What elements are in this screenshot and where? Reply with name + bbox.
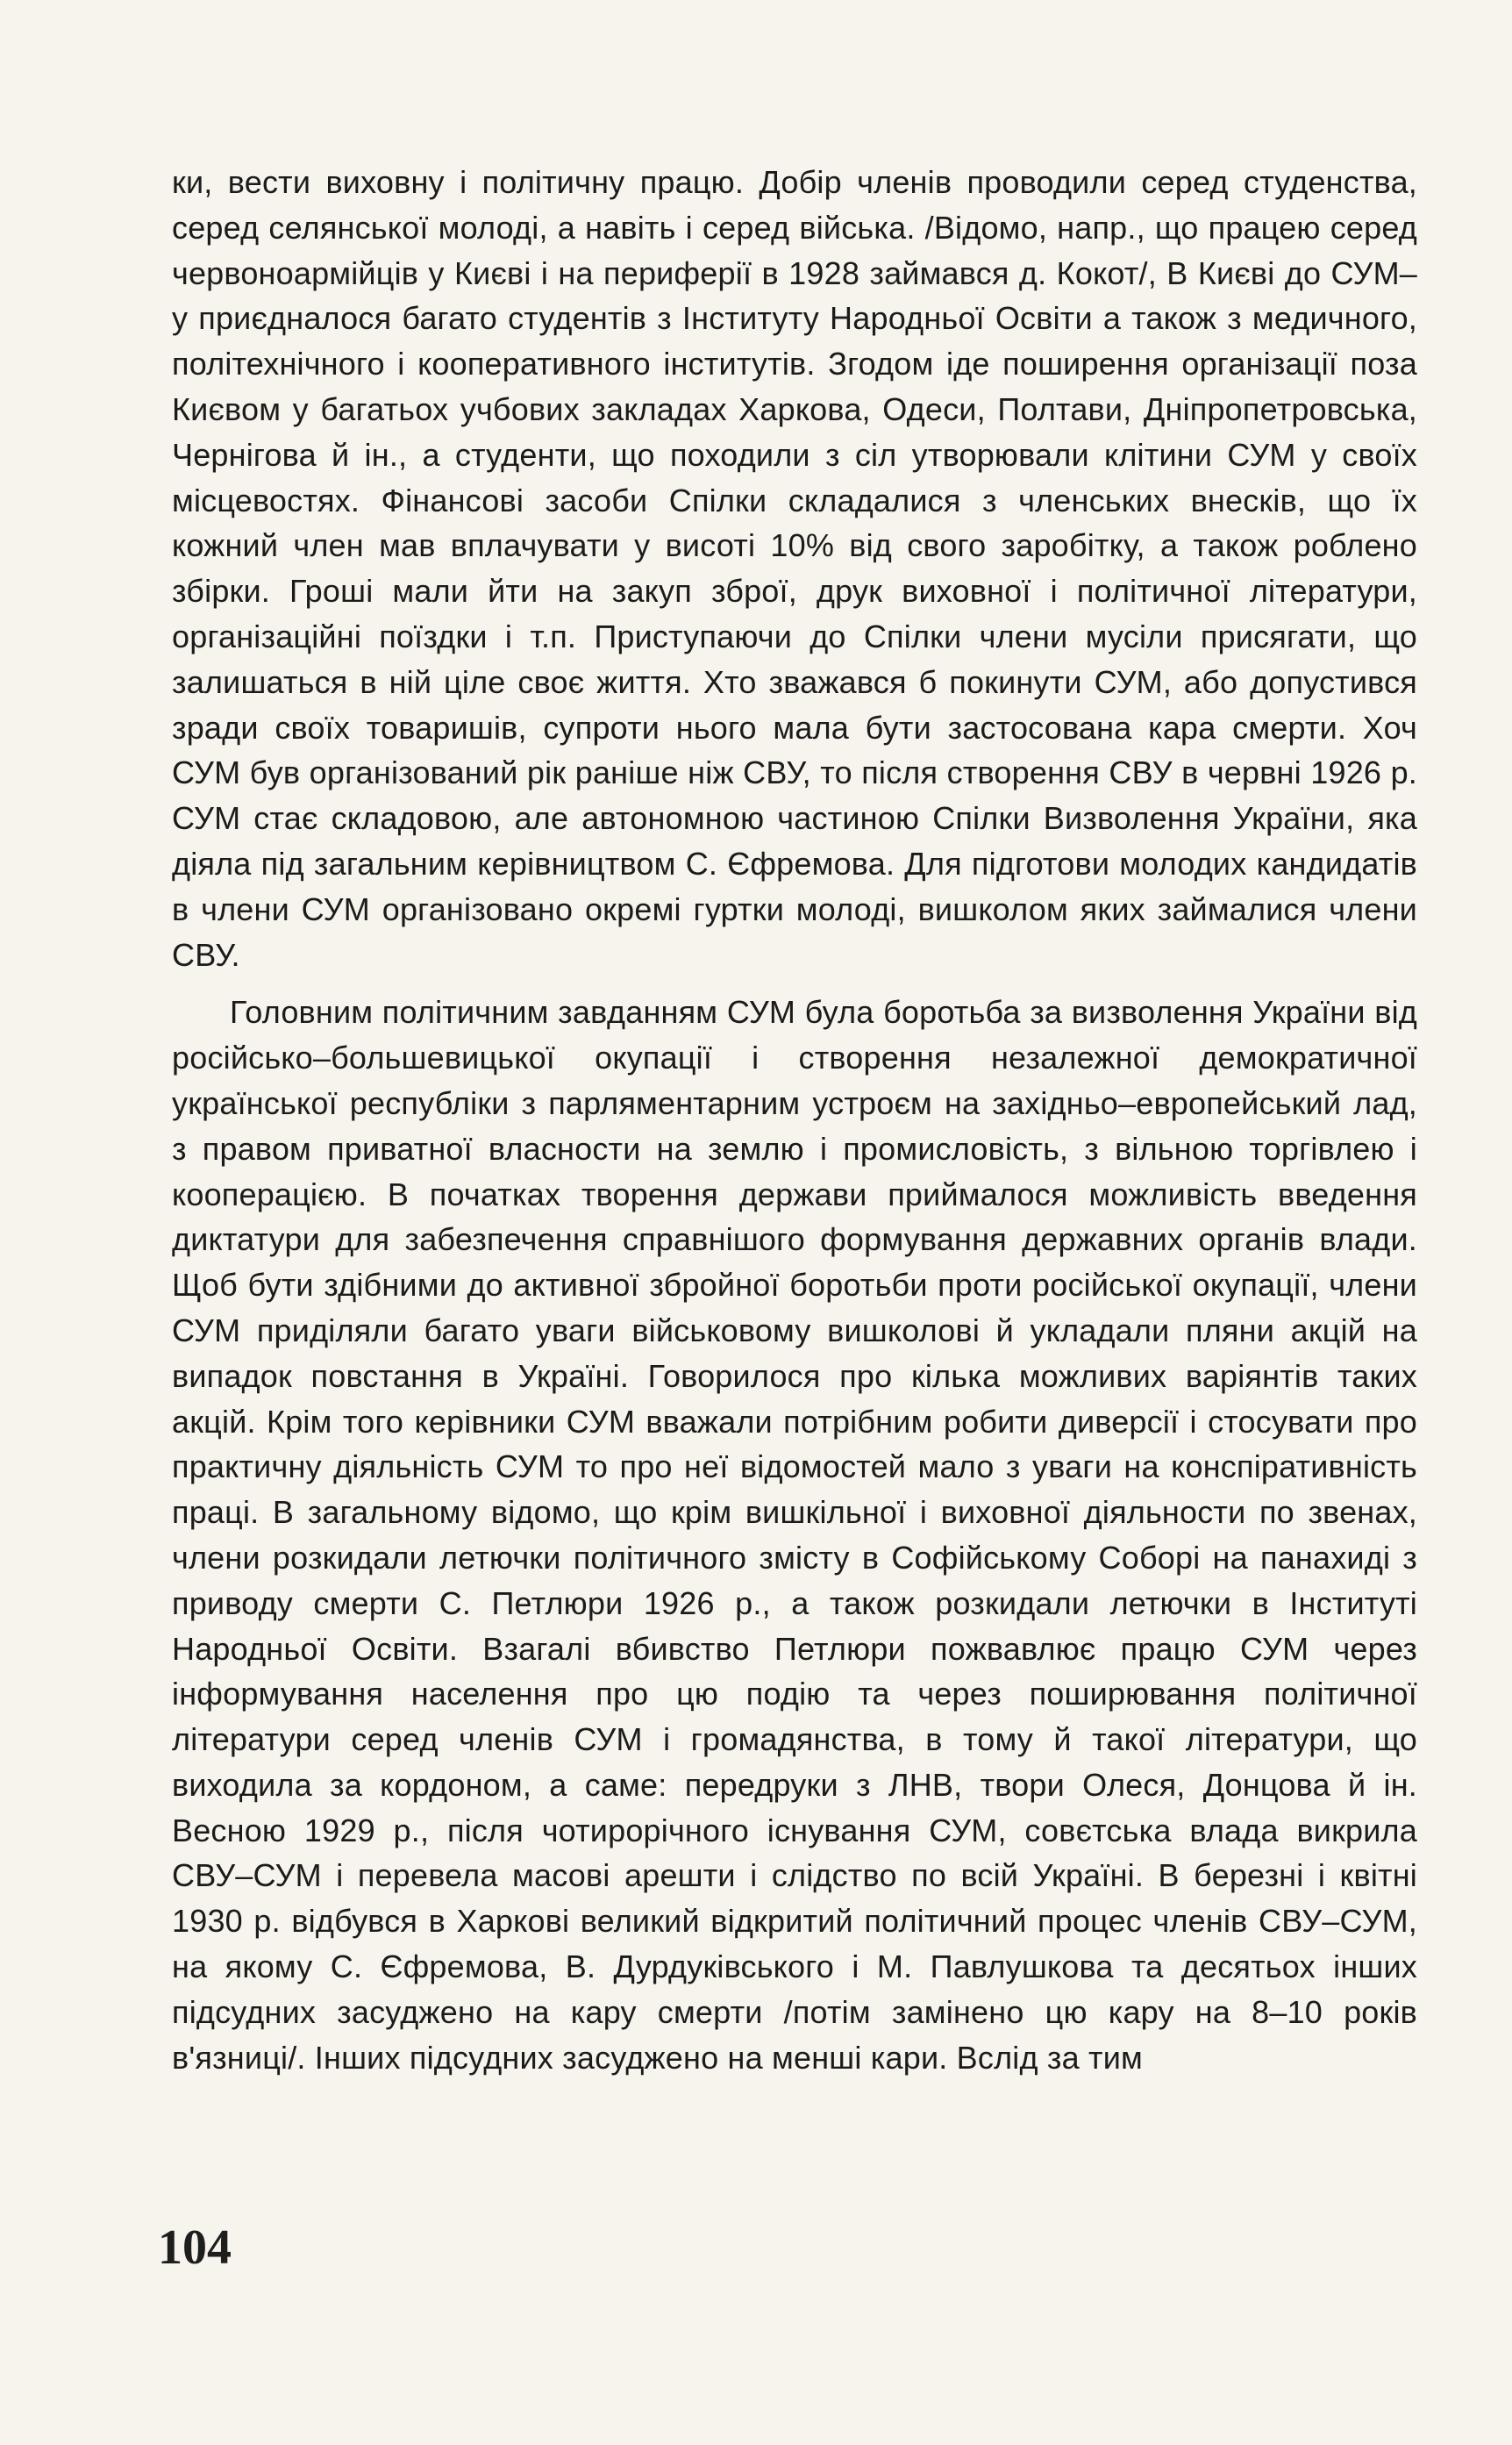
body-text [172,160,1417,2080]
paragraph-2: Головним політичним завданням СУМ була боротьба за визволення України від російсько–большевицької окупації і створення незалежної демократичної української республіки з парляментарним устроєм на західньо–европейський лад, з правом приватної власности на землю і промисловість, з вільною торгівлею і кооперацією. В початках творення держави приймалося можливість введення диктатури для забезпечення справнішого формування державних органів влади. Щоб бути здібними до активної збройної боротьби проти російської окупації, члени СУМ приділяли багато уваги військовому вишколові й укладали пляни акцій на випадок повстання в Україні. Говорилося про кілька можливих варіянтів таких акцій. Крім того керівники СУМ вважали потрібним робити диверсії і стосувати про практичну діяльність СУМ то про неї відомостей мало з уваги на конспіративність праці. В загальному відомо, що крім вишкільної і виховної діяльности по звенах, члени розкидали летючки політичного змісту в Софійському Соборі на панахиді з приводу смерти С. Петлюри 1926 р., а також розкидали летючки в Інституті Народньої Освіти. Взагалі вбивство Петлюри пожвавлює працю СУМ через інформування населення про цю подію та через поширювання політичної літератури серед членів СУМ і громадянства, в тому й такої літератури, що виходила за кордоном, а саме: передруки з ЛНВ, твори Олеся, Донцова й ін. Весною 1929 р., після чотирорічного існування СУМ, совєтська влада викрила СВУ–СУМ і перевела масові арешти і слідство по всій Україні. В березні і квітні 1930 р. відбувся в Харкові великий відкритий політичний процес членів СВУ–СУМ, на якому С. Єфремова, В. Дурдуківського і М. Павлушкова та десятьох інших підсудних засуджено на кару смерти /потім замінено цю кару на 8–10 років в'язниці/. Інших підсудних засуджено на менші кари. Вслід за тим [172,994,1417,2076]
page-number: 104 [158,2220,232,2275]
paragraph-1: ки, вести виховну і політичну працю. Добір членів проводили серед студенства, серед селянської молоді, а навіть і серед війська. /Відомо, напр., що працею серед червоноармійців у Києві і на периферії в 1928 займався д. Кокот/, В Києві до СУМ–у приєдналося багато студентів з Інституту Народньої Освіти а також з медичного, політехнічного і кооперативного інститутів. Згодом іде поширення організації поза Києвом у багатьох учбових закладах Харкова, Одеси, Полтави, Дніпропетровська, Чернігова й ін., а студенти, що походили з сіл утворювали клітини СУМ у своїх місцевостях. Фінансові засоби Спілки складалися з членських внесків, що їх кожний член мав вплачувати у висоті 10% від свого заробітку, а також роблено збірки. Гроші мали йти на закуп зброї, друк виховної і політичної літератури, організаційні поїздки і т.п. Приступаючи до Спілки члени мусіли присягати, що залишаться в ній ціле своє життя. Хто зважався б покинути СУМ, або допустився зради своїх товаришів, супроти нього мала бути застосована кара смерти. Хоч СУМ був організований рік раніше ніж СВУ, то після створення СВУ в червні 1926 р. СУМ стає складовою, але автономною частиною Спілки Визволення України, яка діяла під загальним керівництвом С. Єфремова. Для підготови молодих кандидатів в члени СУМ організовано окремі гуртки молоді, вишколом яких займалися члени СВУ. [172,164,1417,973]
